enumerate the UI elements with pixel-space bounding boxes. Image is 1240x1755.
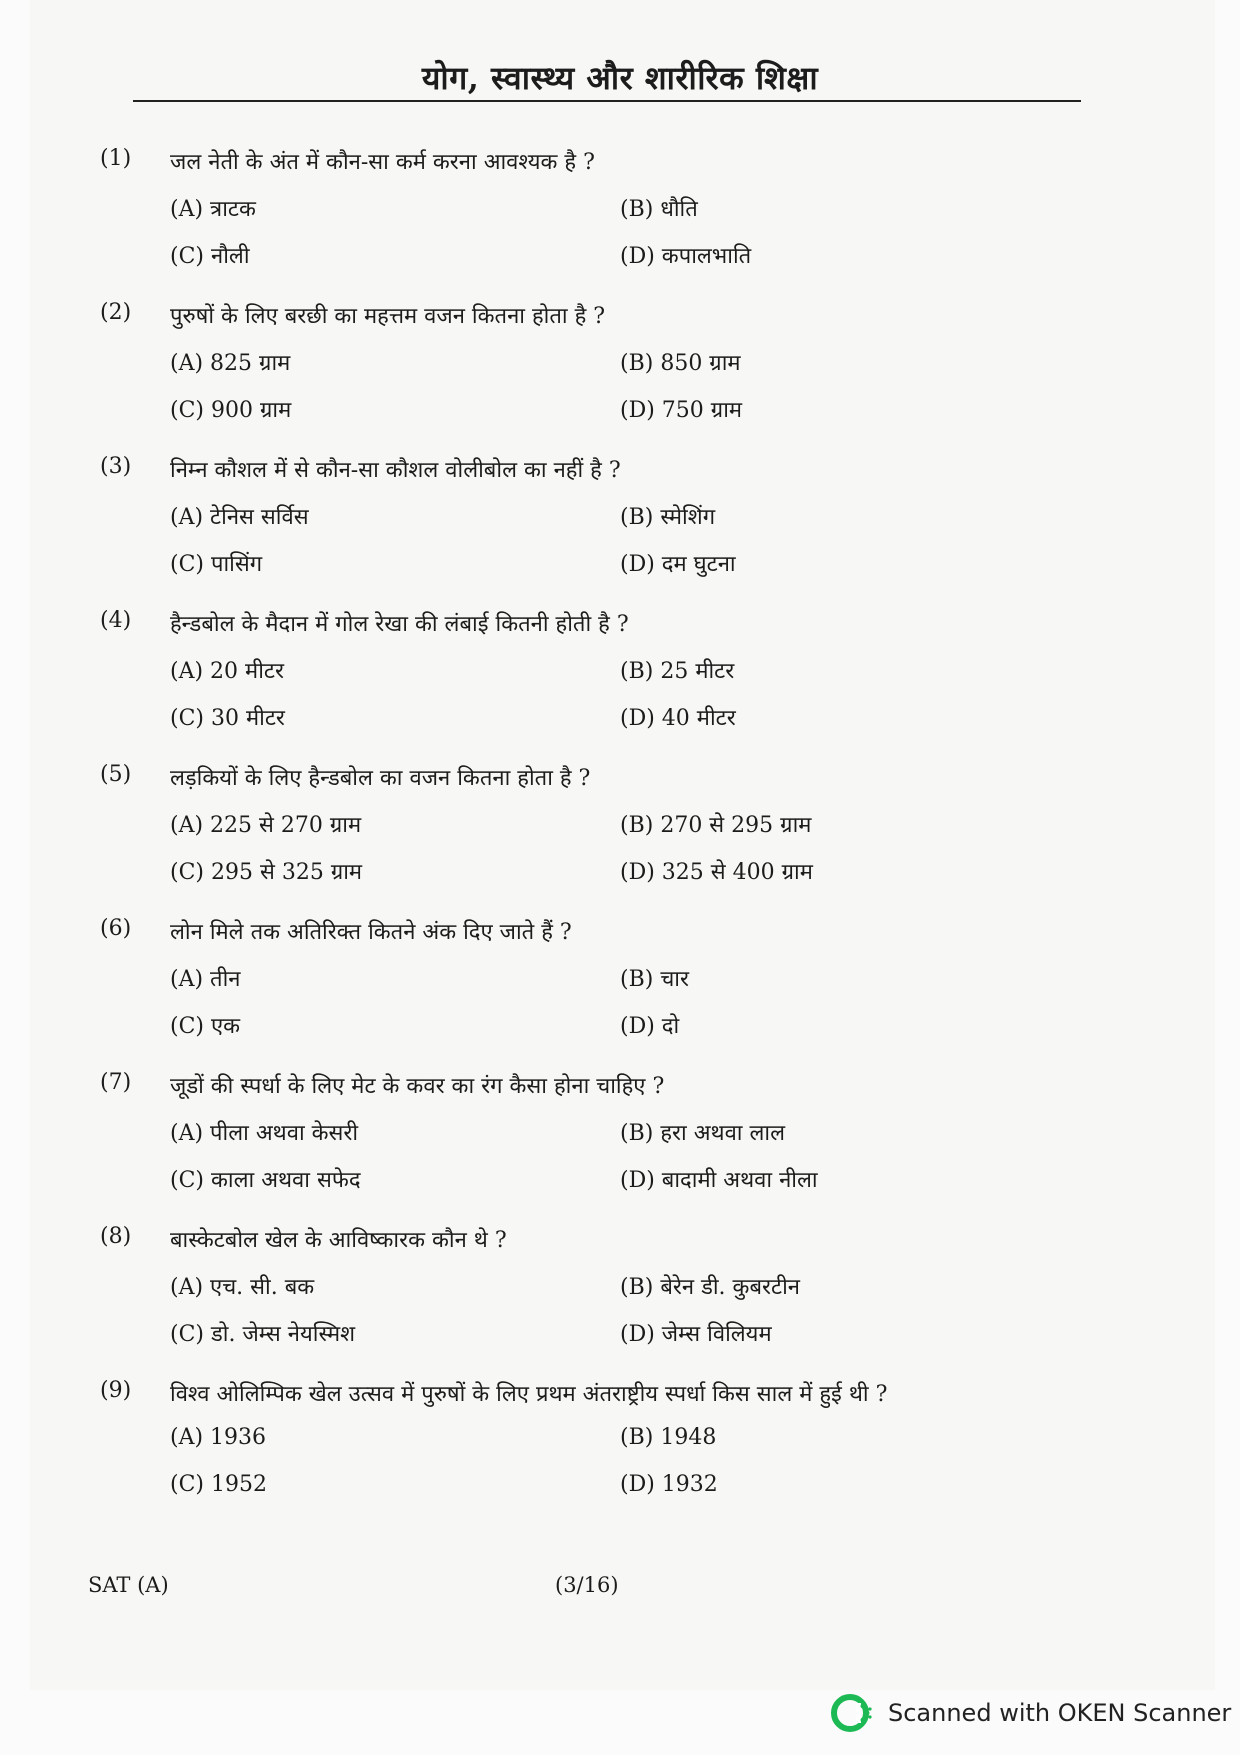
option-a: (A) तीन — [170, 967, 241, 992]
option-a: (A) एच. सी. बक — [170, 1275, 315, 1300]
oken-scanner-logo-icon — [830, 1691, 874, 1735]
option-b: (B) 1948 — [620, 1425, 717, 1450]
option-c: (C) नौली — [170, 244, 250, 269]
option-a: (A) 1936 — [170, 1425, 267, 1450]
option-c: (C) 30 मीटर — [170, 706, 285, 731]
option-d: (D) 750 ग्राम — [620, 398, 743, 423]
option-b: (B) हरा अथवा लाल — [620, 1121, 786, 1146]
footer-page-number: (3/16) — [555, 1573, 619, 1597]
option-d: (D) जेम्स विलियम — [620, 1322, 772, 1347]
option-b: (B) धौति — [620, 197, 698, 222]
option-d: (D) दो — [620, 1014, 680, 1039]
question-text: लड़कियों के लिए हैन्डबोल का वजन कितना होता है ? — [170, 766, 591, 791]
option-c: (C) काला अथवा सफेद — [170, 1168, 361, 1193]
option-b: (B) 25 मीटर — [620, 659, 735, 684]
option-b: (B) चार — [620, 967, 689, 992]
question-number: (5) — [100, 762, 132, 787]
option-c: (C) पासिंग — [170, 552, 263, 577]
question-text: बास्केटबोल खेल के आविष्कारक कौन थे ? — [170, 1228, 507, 1253]
option-b: (B) 850 ग्राम — [620, 351, 741, 376]
question-number: (7) — [100, 1070, 132, 1095]
footer-exam-code: SAT (A) — [88, 1573, 169, 1597]
question-number: (4) — [100, 608, 132, 633]
scanner-watermark-text: Scanned with OKEN Scanner — [888, 1699, 1232, 1727]
question-text: पुरुषों के लिए बरछी का महत्तम वजन कितना होता है ? — [170, 304, 606, 329]
option-d: (D) बादामी अथवा नीला — [620, 1168, 818, 1193]
option-a: (A) 20 मीटर — [170, 659, 284, 684]
question-text: विश्व ओलिम्पिक खेल उत्सव में पुरुषों के लिए प्रथम अंतराष्ट्रीय स्पर्धा किस साल में हुई थी ? — [170, 1382, 888, 1407]
option-d: (D) कपालभाति — [620, 244, 752, 269]
option-a: (A) टेनिस सर्विस — [170, 505, 309, 530]
option-c: (C) डो. जेम्स नेयस्मिश — [170, 1322, 356, 1347]
option-b: (B) बेरेन डी. कुबरटीन — [620, 1275, 800, 1300]
scanner-watermark — [830, 1690, 1231, 1736]
question-number: (1) — [100, 146, 132, 171]
question-number: (8) — [100, 1224, 132, 1249]
option-d: (D) 40 मीटर — [620, 706, 736, 731]
option-c: (C) 1952 — [170, 1472, 267, 1497]
option-d: (D) दम घुटना — [620, 552, 736, 577]
page-title: योग, स्वास्थ्य और शारीरिक शिक्षा — [421, 59, 819, 97]
option-a: (A) 825 ग्राम — [170, 351, 291, 376]
question-text: जल नेती के अंत में कौन-सा कर्म करना आवश्यक है ? — [170, 150, 595, 175]
question-text: लोन मिले तक अतिरिक्त कितने अंक दिए जाते हैं ? — [170, 920, 572, 945]
title-underline — [133, 100, 1081, 102]
question-number: (6) — [100, 916, 132, 941]
question-number: (9) — [100, 1378, 132, 1403]
option-a: (A) त्राटक — [170, 197, 256, 222]
option-d: (D) 1932 — [620, 1472, 718, 1497]
question-text: हैन्डबोल के मैदान में गोल रेखा की लंबाई कितनी होती है ? — [170, 612, 629, 637]
option-a: (A) 225 से 270 ग्राम — [170, 813, 362, 838]
option-c: (C) एक — [170, 1014, 241, 1039]
option-c: (C) 295 से 325 ग्राम — [170, 860, 363, 885]
option-d: (D) 325 से 400 ग्राम — [620, 860, 813, 885]
option-b: (B) 270 से 295 ग्राम — [620, 813, 812, 838]
question-number: (2) — [100, 300, 132, 325]
question-number: (3) — [100, 454, 132, 479]
option-a: (A) पीला अथवा केसरी — [170, 1121, 359, 1146]
question-text: जूडों की स्पर्धा के लिए मेट के कवर का रंग कैसा होना चाहिए ? — [170, 1074, 665, 1099]
option-c: (C) 900 ग्राम — [170, 398, 292, 423]
option-b: (B) स्मेशिंग — [620, 505, 716, 530]
question-text: निम्न कौशल में से कौन-सा कौशल वोलीबोल का नहीं है ? — [170, 458, 621, 483]
